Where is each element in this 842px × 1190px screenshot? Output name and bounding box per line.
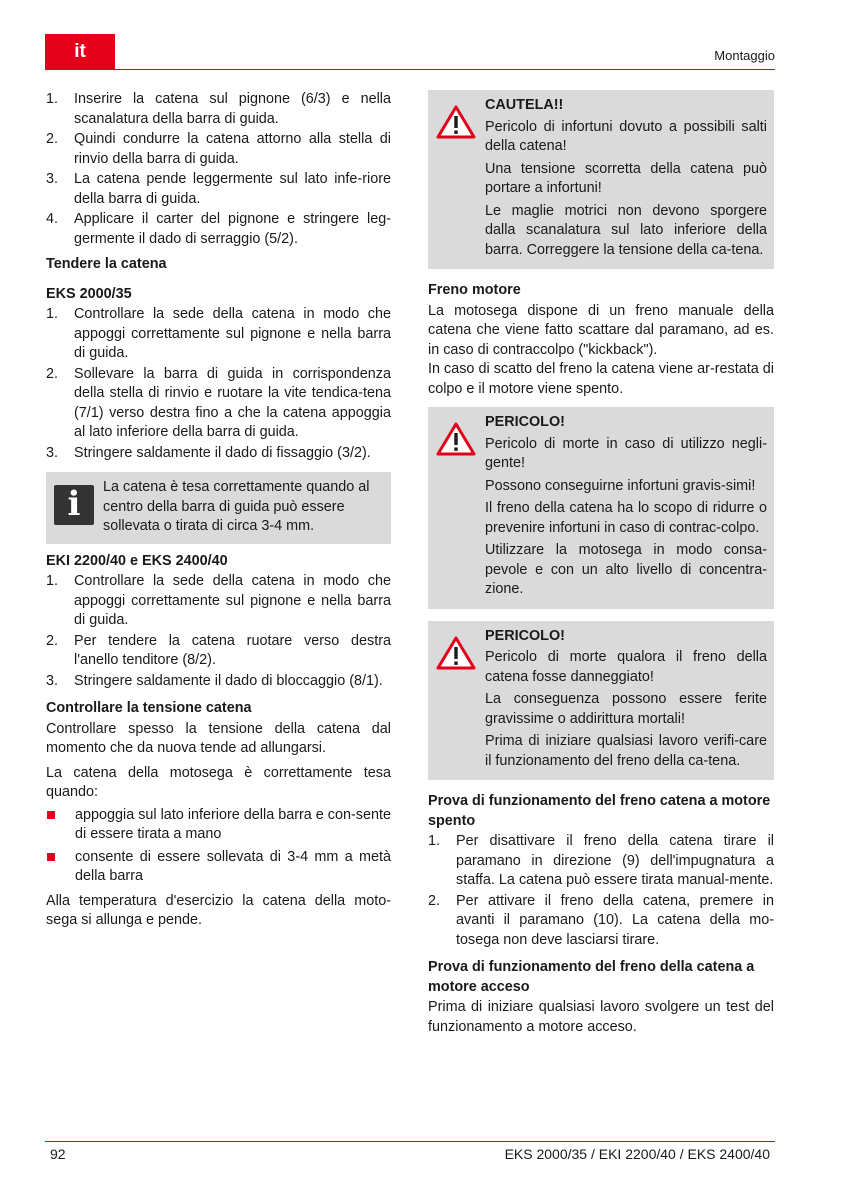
paragraph: Prima di iniziare qualsiasi lavoro svolgere un test del funzionamento a motore acceso. <box>428 999 774 1035</box>
caution-box <box>428 90 774 269</box>
list-item: 4. Applicare il carter del pignone e stringere leg-germente il dado di serraggio (5/2). <box>46 211 391 247</box>
list-item: 1. Controllare la sede della catena in modo che appoggi correttamente sul pignone e nella barra di guida. <box>46 306 391 361</box>
caution-title: CAUTELA!! <box>485 97 564 113</box>
heading-prova-spento: Prova di funzionamento del freno catena a motore spento <box>428 793 771 829</box>
list-item: 3. Stringere saldamente il dado di fissaggio (3/2). <box>46 444 371 461</box>
info-icon: i <box>54 485 94 525</box>
red-square-bullet-icon <box>47 853 55 861</box>
language-tab: it <box>45 34 115 70</box>
danger-line: Possono conseguirne infortuni gravis-simi! <box>485 477 756 494</box>
list-item: 3. Stringere saldamente il dado di bloccaggio (8/1). <box>46 672 383 689</box>
paragraph: Controllare spesso la tensione della catena dal momento che da nuova tende ad allungarsi. <box>46 720 391 756</box>
test-steps-engine-off <box>428 832 774 950</box>
list-item: 2. Per tendere la catena ruotare verso destra l'anello tenditore (8/2). <box>46 632 391 668</box>
info-text: La catena è tesa correttamente quando al centro della barra di guida può essere sollevata o tirata di circa 3-4 mm. <box>103 479 370 534</box>
list-item: 3. La catena pende leggermente sul lato infe-riore della barra di guida. <box>46 171 391 207</box>
heading-prova-acceso: Prova di funzionamento del freno della catena a motore acceso <box>428 959 755 995</box>
heading-controllare: Controllare la tensione catena <box>46 700 252 716</box>
paragraph: La motosega dispone di un freno manuale della catena che viene fatto scattare dal paramano, ad es. in caso di contraccolpo ("kickback"). <box>428 302 774 358</box>
insert-chain-steps <box>46 90 391 249</box>
heading-eks2000: EKS 2000/35 <box>46 285 132 302</box>
paragraph: Alla temperatura d'esercizio la catena della moto-sega si allunga e pende. <box>46 892 391 928</box>
info-note <box>46 472 391 544</box>
footer-divider <box>45 1141 775 1142</box>
left-column <box>46 90 391 931</box>
caution-line: Una tensione scorretta della catena può portare a infortuni! <box>485 160 767 196</box>
danger-line: Utilizzare la motosega in modo consa-pevole e con un alto livello di concentra-zione. <box>485 542 767 597</box>
list-item: 1. Inserire la catena sul pignone (6/3) e nella scanalatura della barra di guida. <box>46 91 391 127</box>
paragraph: La catena della motosega è correttamente tesa quando: <box>46 764 391 800</box>
red-square-bullet-icon <box>47 811 55 819</box>
tension-steps-eki <box>46 572 391 691</box>
list-item: 2. Per attivare il freno della catena, premere in avanti il paramano (10). La catena della mo-tosega non deve lasciarsi tirare. <box>428 892 774 948</box>
warning-triangle-icon <box>436 421 476 457</box>
danger-line: Pericolo di morte qualora il freno della catena fosse danneggiato! <box>485 649 767 685</box>
caution-line: Pericolo di infortuni dovuto a possibili salti della catena! <box>485 118 767 154</box>
warning-triangle-icon <box>436 635 476 671</box>
list-item: 1. Controllare la sede della catena in modo che appoggi correttamente sul pignone e nella barra di guida. <box>46 573 391 628</box>
list-item: appoggia sul lato inferiore della barra e con-sente di essere tirata a mano <box>46 806 391 845</box>
list-item: 1. Per disattivare il freno della catena tirare il paramano in direzione (9) dell'impugnatura a staffa. La catena può essere tirata manual-mente. <box>428 833 774 888</box>
list-item: consente di essere sollevata di 3-4 mm a metà della barra <box>46 848 391 887</box>
warning-triangle-icon <box>436 104 476 140</box>
page-number: 92 <box>50 1146 66 1162</box>
model-list: EKS 2000/35 / EKI 2200/40 / EKS 2400/40 <box>504 1146 770 1162</box>
heading-eki: EKI 2200/40 e EKS 2400/40 <box>46 552 228 569</box>
danger-title: PERICOLO! <box>485 627 565 644</box>
header-divider <box>45 69 775 70</box>
danger-line: La conseguenza possono essere ferite gravissime o addirittura mortali! <box>485 691 767 727</box>
section-title: Montaggio <box>714 48 775 63</box>
danger-box <box>428 621 774 781</box>
tension-criteria-list <box>46 806 391 887</box>
paragraph: In caso di scatto del freno la catena viene ar-restata di colpo e il motore viene spento. <box>428 361 774 397</box>
danger-line: Pericolo di morte in caso di utilizzo negli-gente! <box>485 435 767 471</box>
danger-title: PERICOLO! <box>485 414 565 430</box>
danger-line: Il freno della catena ha lo scopo di ridurre o prevenire infortuni in caso di contrac-colpo. <box>485 500 767 536</box>
tension-steps-eks2000 <box>46 305 391 463</box>
heading-tendere: Tendere la catena <box>46 256 167 272</box>
caution-line: Le maglie motrici non devono sporgere dalla scanalatura sul lato inferiore della barra. Correggere la tensione della ca-tena. <box>485 202 767 258</box>
right-column <box>428 90 774 1037</box>
heading-freno: Freno motore <box>428 282 521 298</box>
danger-line: Prima di iniziare qualsiasi lavoro verifi-care il funzionamento del freno della ca-tena. <box>485 733 767 769</box>
danger-box <box>428 407 774 609</box>
list-item: 2. Quindi condurre la catena attorno alla stella di rinvio della barra di guida. <box>46 131 391 167</box>
list-item: 2. Sollevare la barra di guida in corrispondenza della stella di rinvio e ruotare la vite tendica-tena (7/1) verso destra fino a che la catena appoggia al lato inferiore della barra di guida. <box>46 365 391 440</box>
